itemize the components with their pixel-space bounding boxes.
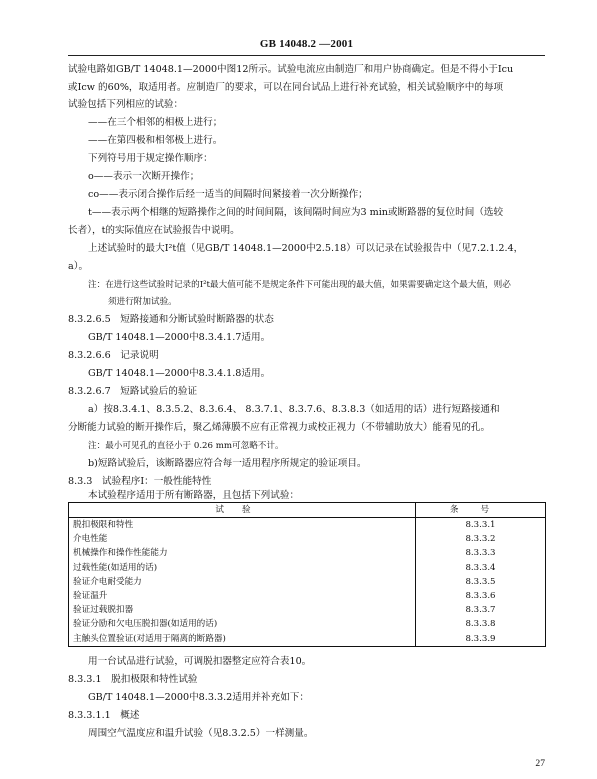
body-line: GB/T 14048.1—2000中8.3.4.1.7适用。 — [88, 332, 271, 343]
table-row — [69, 561, 546, 575]
table-row — [69, 546, 546, 560]
body-line: GB/T 14048.1—2000中8.3.3.2适用并补充如下： — [88, 692, 309, 703]
table-cell-clause: 8.3.3.4 — [416, 561, 546, 575]
body-line: co——表示闭合操作后经一适当的间隔时间紧接着一次分断操作； — [88, 189, 368, 200]
table-cell-clause: 8.3.3.6 — [416, 589, 546, 603]
body-line: t——表示两个相继的短路操作之间的时间间隔，该间隔时间应为3 min或断路器的复位时间（选较 — [88, 207, 504, 218]
table-cell-test: 脱扣极限和特性 — [69, 518, 416, 533]
clause-heading: 8.3.2.6.5 短路接通和分断试验时断路器的状态 — [68, 314, 274, 325]
body-line: a）。 — [68, 261, 89, 272]
table-header-row — [69, 503, 546, 518]
table-row — [69, 632, 546, 647]
body-line: o——表示一次断开操作； — [88, 171, 200, 182]
table-cell-clause: 8.3.3.5 — [416, 575, 546, 589]
body-line: 用一台试品进行试验，可调脱扣器整定应符合表10。 — [88, 656, 312, 667]
clause-heading: 8.3.3.1.1 概述 — [68, 710, 140, 721]
clause-heading: 8.3.2.6.7 短路试验后的验证 — [68, 386, 198, 397]
header-rule — [68, 55, 545, 56]
body-line: 或Icw 的60%，取适用者。应制造厂的要求，可以在同台试品上进行补充试验，相关试验顺序中的每项 — [68, 82, 504, 93]
table-cell-test: 介电性能 — [69, 532, 416, 546]
page-header-title: GB 14048.2 —2001 — [259, 38, 354, 50]
body-line: 下列符号用于规定操作顺序： — [88, 153, 213, 164]
clause-heading: 8.3.2.6.6 记录说明 — [68, 350, 159, 361]
table-cell-test: 验证过载脱扣器 — [69, 603, 416, 617]
body-line: GB/T 14048.1—2000中8.3.4.1.8适用。 — [88, 368, 271, 379]
table-cell-clause: 8.3.3.7 — [416, 603, 546, 617]
body-line: ——在三个相邻的相极上进行； — [88, 117, 223, 128]
table-cell-clause: 8.3.3.8 — [416, 617, 546, 631]
table-row — [69, 589, 546, 603]
clause-heading: 8.3.3 试验程序Ⅰ：一般性能特性 — [68, 476, 212, 487]
table-cell-test: 主触头位置验证(对适用于隔离的断路器) — [69, 632, 416, 647]
page-number: 27 — [535, 758, 545, 769]
table-header-test: 试验 — [69, 503, 416, 518]
table-cell-test: 验证温升 — [69, 589, 416, 603]
test-items-table — [68, 502, 546, 647]
table-cell-clause: 8.3.3.9 — [416, 632, 546, 647]
body-line: a）按8.3.4.1、8.3.5.2、8.3.6.4、 8.3.7.1、8.3.7.6、8.3.8.3（如适用的话）进行短路接通和 — [88, 404, 500, 415]
note-line: 注：在进行这些试验时记录的I²t最大值可能不是规定条件下可能出现的最大值，如果需要确定这个最大值，则必 — [88, 280, 511, 290]
note-line: 须进行附加试验。 — [108, 297, 177, 307]
table-cell-test: 验证介电耐受能力 — [69, 575, 416, 589]
table-cell-test: 验证分励和欠电压脱扣器(如适用的话) — [69, 617, 416, 631]
body-line: 试验电路如GB/T 14048.1—2000中图12所示。试验电流应由制造厂和用户协商确定。但是不得小于Icu — [68, 64, 514, 75]
body-line: ——在第四极和相邻极上进行。 — [88, 135, 223, 146]
table-row — [69, 575, 546, 589]
table-row — [69, 603, 546, 617]
note-line: 注：最小可见孔的直径小于 0.26 mm可忽略不计。 — [88, 441, 284, 451]
body-line: 本试验程序适用于所有断路器，且包括下列试验： — [88, 490, 300, 501]
table-cell-clause: 8.3.3.3 — [416, 546, 546, 560]
table-cell-clause: 8.3.3.2 — [416, 532, 546, 546]
body-line: b)短路试验后，该断路器应符合每一适用程序所规定的验证项目。 — [88, 458, 367, 469]
table-header-clause: 条号 — [416, 503, 546, 518]
body-line: 分断能力试验的断开操作后，聚乙烯薄膜不应有正常视力或校正视力（不带辅助放大）能看见的孔。 — [68, 422, 491, 433]
table-row — [69, 617, 546, 631]
body-line: 长者），t的实际值应在试验报告中说明。 — [68, 225, 240, 236]
table-cell-test: 过载性能(如适用的话) — [69, 561, 416, 575]
body-line: 周围空气温度应和温升试验（见8.3.2.5）一样测量。 — [88, 728, 314, 739]
table-cell-test: 机械操作和操作性能能力 — [69, 546, 416, 560]
body-line: 上述试验时的最大I²t值（见GB/T 14048.1—2000中2.5.18）可以记录在试验报告中（见7.2.1.2.4， — [88, 243, 524, 254]
table-row — [69, 532, 546, 546]
table-row — [69, 518, 546, 533]
table-cell-clause: 8.3.3.1 — [416, 518, 546, 533]
body-line: 试验包括下列相应的试验： — [68, 99, 184, 110]
clause-heading: 8.3.3.1 脱扣极限和特性试验 — [68, 674, 198, 685]
